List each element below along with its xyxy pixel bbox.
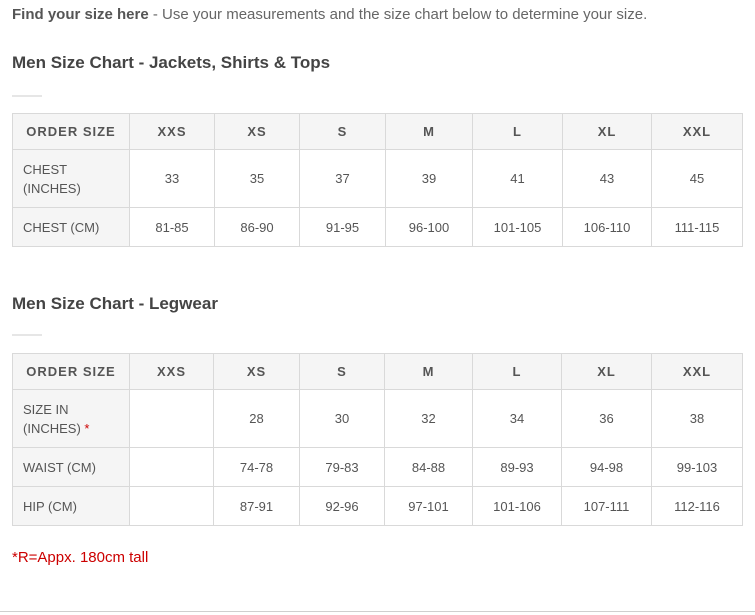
table-cell: 96-100 <box>386 208 473 247</box>
row-label-size-inches <box>13 390 130 448</box>
header-cell-s: S <box>300 114 386 150</box>
table-cell <box>130 390 214 448</box>
table-cell: 43 <box>563 150 652 208</box>
table-cell: 41 <box>473 150 563 208</box>
table-cell: 30 <box>300 390 385 448</box>
height-footnote: *R=Appx. 180cm tall <box>12 549 149 566</box>
tops-chart-title: Men Size Chart - Jackets, Shirts & Tops <box>12 53 331 72</box>
table-row <box>13 487 743 526</box>
table-cell: 32 <box>385 390 473 448</box>
table-cell: 39 <box>386 150 473 208</box>
header-cell-order-size: ORDER SIZE <box>13 354 130 390</box>
table-cell: 38 <box>652 390 743 448</box>
table-cell: 45 <box>652 150 743 208</box>
table-row <box>13 390 743 448</box>
table-cell <box>130 448 214 487</box>
table-cell: 89-93 <box>473 448 562 487</box>
table-cell: 37 <box>300 150 386 208</box>
table-cell: 107-111 <box>562 487 652 526</box>
header-cell-xs: XS <box>214 354 300 390</box>
header-cell-order-size: ORDER SIZE <box>13 114 130 150</box>
table-cell <box>130 487 214 526</box>
table-cell: 36 <box>562 390 652 448</box>
intro-heading: Find your size here <box>12 6 149 23</box>
intro-description: - Use your measurements and the size chart below to determine your size. <box>148 6 648 23</box>
row-label-chest-cm: CHEST (CM) <box>13 208 130 247</box>
header-cell-xs: XS <box>215 114 300 150</box>
header-cell-l: L <box>473 354 562 390</box>
header-cell-l: L <box>473 114 563 150</box>
header-cell-xxl: XXL <box>652 354 743 390</box>
table-row <box>13 208 743 247</box>
table-cell: 112-116 <box>652 487 743 526</box>
table-cell: 106-110 <box>563 208 652 247</box>
row-label-hip-cm: HIP (CM) <box>13 487 130 526</box>
table-cell: 34 <box>473 390 562 448</box>
table-cell: 81-85 <box>130 208 215 247</box>
table-cell: 97-101 <box>385 487 473 526</box>
table-cell: 101-105 <box>473 208 563 247</box>
table-cell: 33 <box>130 150 215 208</box>
table-cell: 94-98 <box>562 448 652 487</box>
intro-text <box>12 6 647 23</box>
table-cell: 92-96 <box>300 487 385 526</box>
row-label-chest-inches: CHEST (INCHES) <box>13 150 130 208</box>
header-cell-xl: XL <box>562 354 652 390</box>
required-marker: * <box>84 420 90 436</box>
header-cell-xxs: XXS <box>130 114 215 150</box>
header-cell-s: S <box>300 354 385 390</box>
header-cell-xxl: XXL <box>652 114 743 150</box>
table-cell: 87-91 <box>214 487 300 526</box>
row-label-waist-cm: WAIST (CM) <box>13 448 130 487</box>
table-cell: 86-90 <box>215 208 300 247</box>
table-row <box>13 150 743 208</box>
table-row <box>13 448 743 487</box>
table-cell: 99-103 <box>652 448 743 487</box>
table-header-row <box>13 114 743 150</box>
table-cell: 101-106 <box>473 487 562 526</box>
legwear-title-divider <box>12 334 42 336</box>
table-header-row <box>13 354 743 390</box>
table-cell: 74-78 <box>214 448 300 487</box>
table-cell: 111-115 <box>652 208 743 247</box>
header-cell-m: M <box>385 354 473 390</box>
legwear-size-table <box>12 353 743 526</box>
header-cell-xxs: XXS <box>130 354 214 390</box>
tops-title-divider <box>12 95 42 97</box>
tops-size-table <box>12 113 743 247</box>
table-cell: 35 <box>215 150 300 208</box>
header-cell-xl: XL <box>563 114 652 150</box>
table-cell: 84-88 <box>385 448 473 487</box>
row-label-text: SIZE IN (INCHES) <box>23 401 81 436</box>
bottom-divider <box>0 611 755 612</box>
table-cell: 91-95 <box>300 208 386 247</box>
header-cell-m: M <box>386 114 473 150</box>
table-cell: 79-83 <box>300 448 385 487</box>
legwear-chart-title: Men Size Chart - Legwear <box>12 294 218 313</box>
table-cell: 28 <box>214 390 300 448</box>
